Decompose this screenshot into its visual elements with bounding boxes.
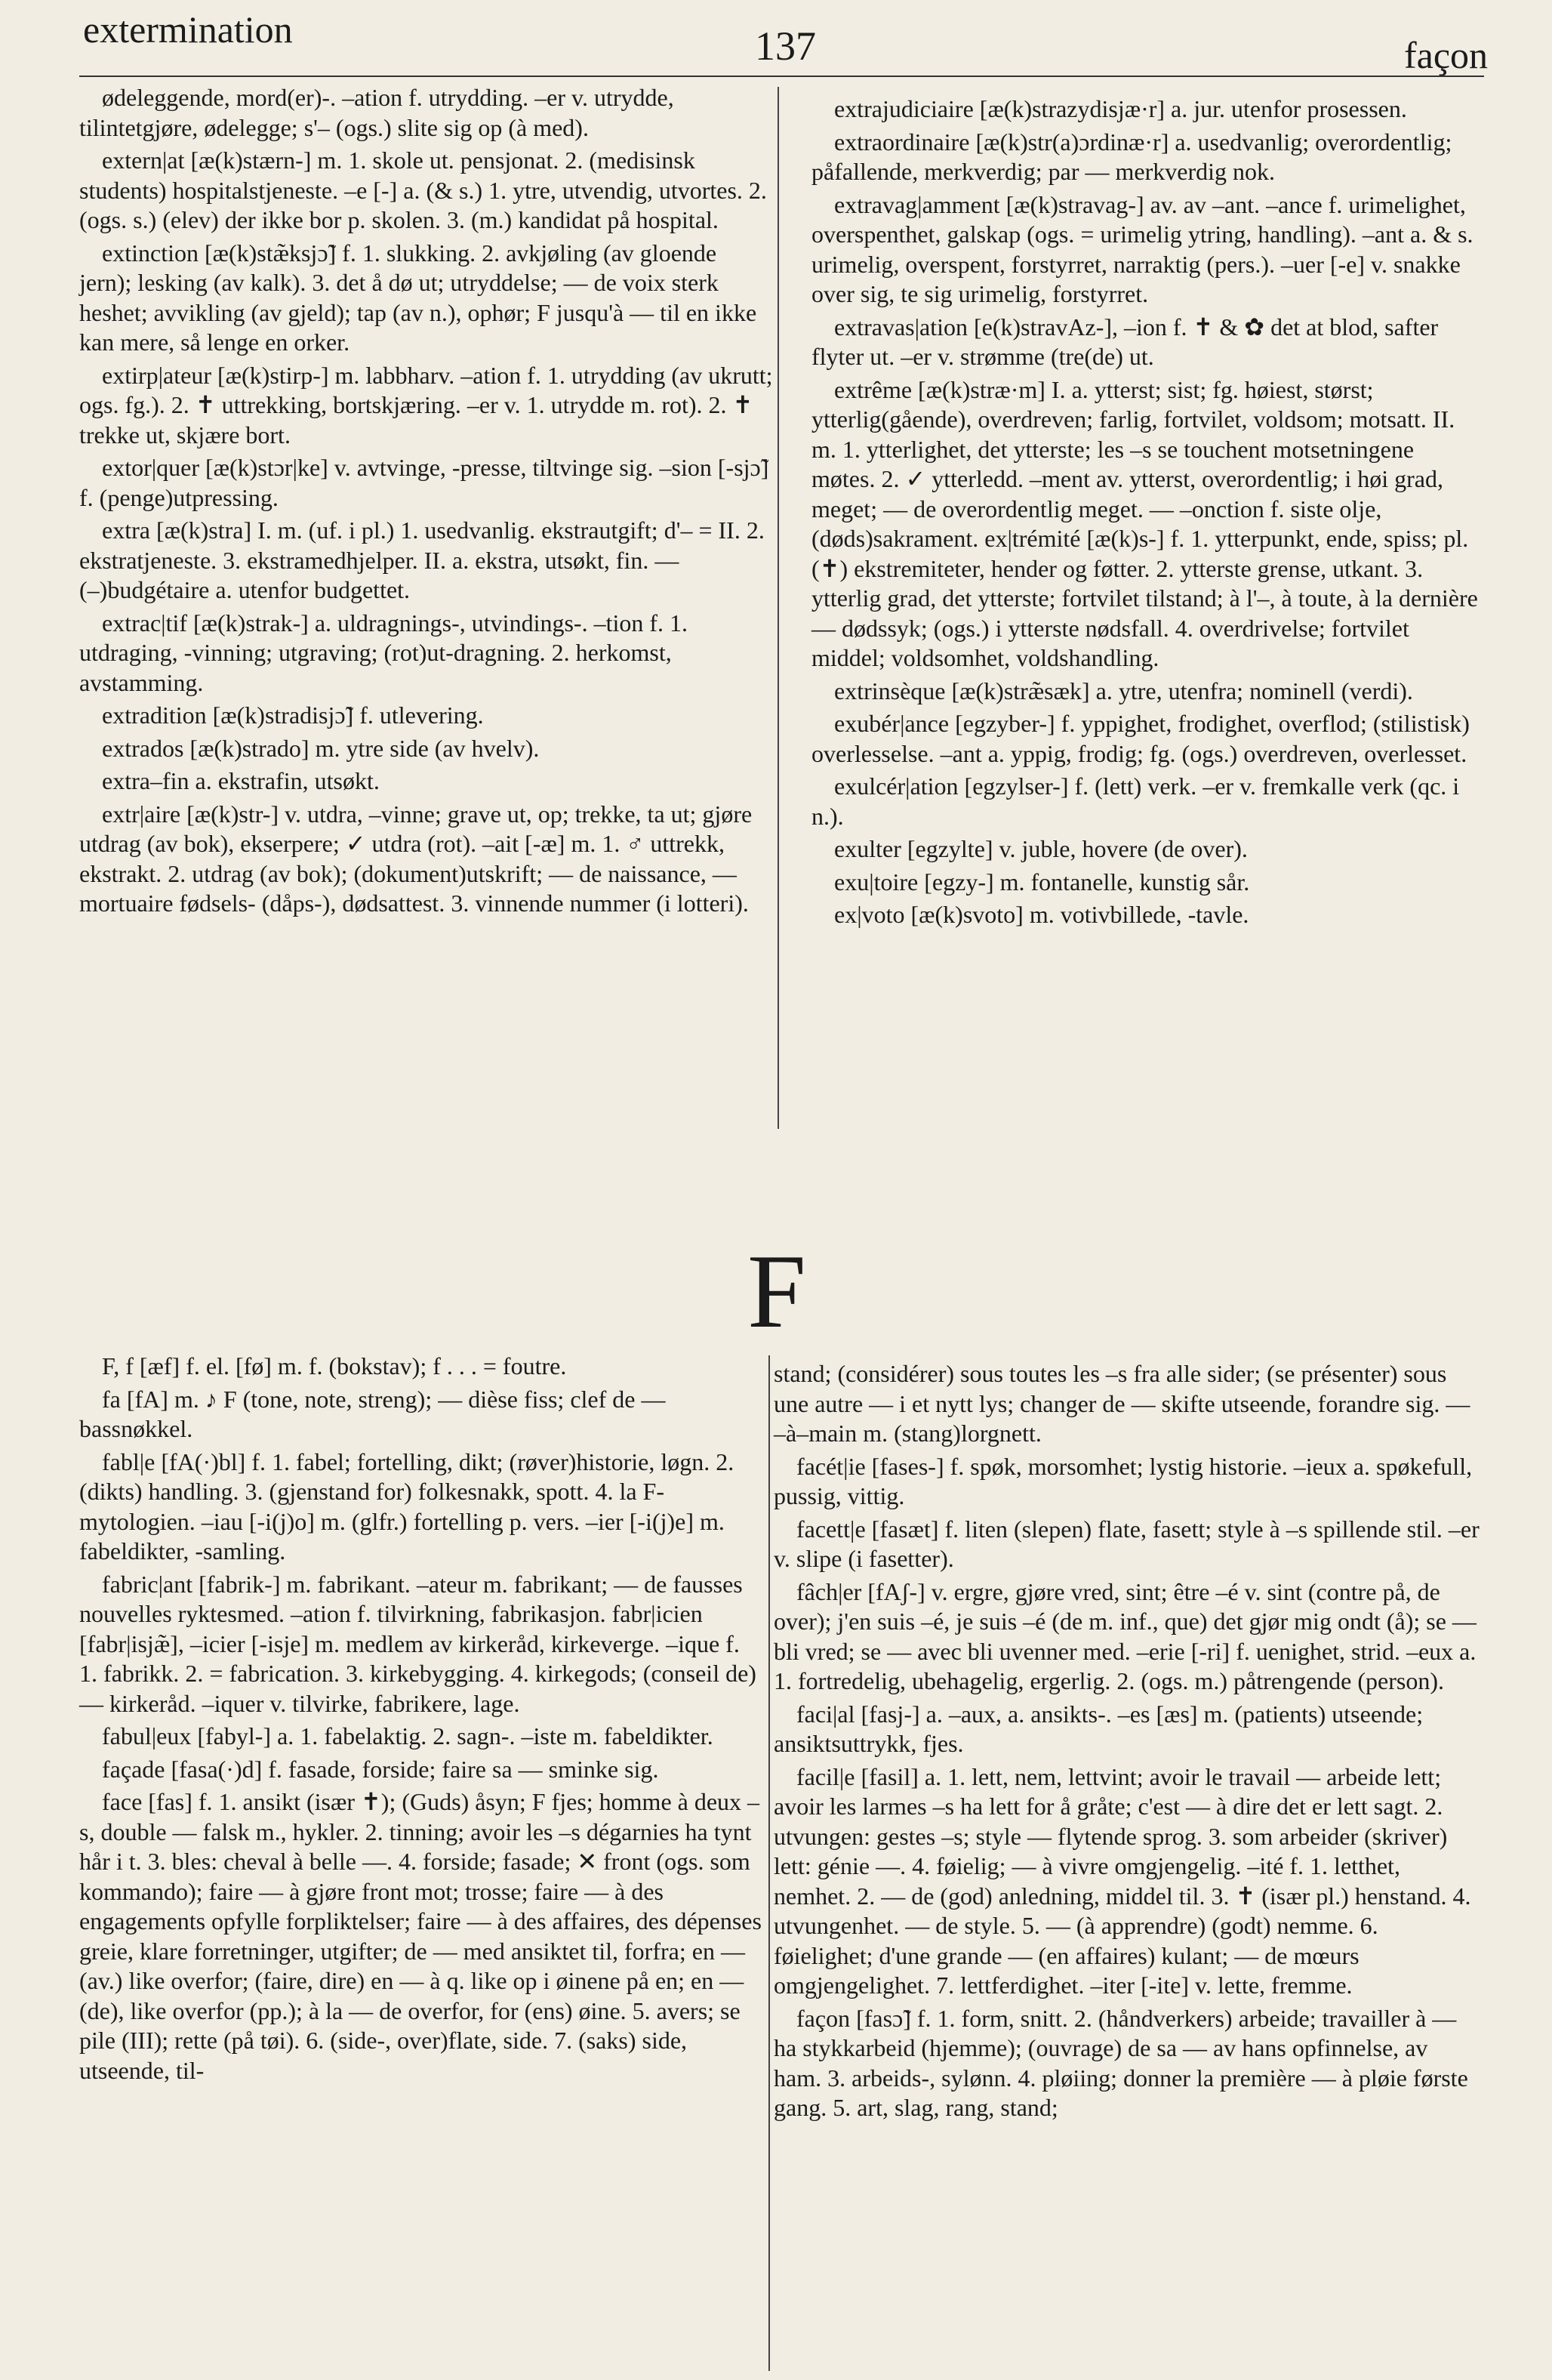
entry: F, f [æf] f. el. [fø] m. f. (bokstav); f . . . = foutre.: [102, 1352, 567, 1380]
entry: façade [fasa(·)d] f. fasade, forside; faire sa — sminke sig.: [102, 1755, 659, 1783]
entry: facét|ie [fases-] f. spøk, morsomhet; lystig historie. –ieux a. spøkefull, pussig, vittig.: [774, 1452, 1473, 1510]
column-right-top: [811, 94, 1480, 933]
entry: extor|quer [æ(k)stɔr|ke] v. avtvinge, -presse, tiltvinge sig. –sion [-sjɔ̃] f. (penge)utpressing.: [79, 454, 769, 511]
entry: extra–fin a. ekstrafin, utsøkt.: [102, 767, 380, 795]
entry: extrac|tif [æ(k)strak-] a. uldragnings-, utvindings-. –tion f. 1. utdraging, -vinning; utgraving; (rot)ut-dragning. 2. herkomst, avstamming.: [79, 609, 688, 696]
column-divider: [778, 87, 779, 1129]
entry: extra [æ(k)stra] I. m. (uf. i pl.) 1. usedvanlig. ekstrautgift; d'– = II. 2. ekstratjeneste. 3. ekstramedhjelper. II. a. ekstra, utsøkt, fin. — (–)budgétaire a. utenfor budgettet.: [79, 516, 765, 604]
entry: faci|al [fasj-] a. –aux, a. ansikts-. –es [æs] m. (patients) utseende; ansiktsuttrykk, fjes.: [774, 1700, 1424, 1758]
entry: exulter [egzylte] v. juble, hovere (de over).: [834, 835, 1248, 863]
header-guide-word-right: façon: [1404, 34, 1489, 76]
entry: extrême [æ(k)stræ·m] I. a. ytterst; sist; fg. høiest, størst; ytterlig(gående), overdreven; farlig, fortvilet, voldsom; motsatt. II. m. 1. ytterlighet, det ytterste; les –s se touchent motsetningene møtes. 2. ✓ ytterledd. –ment av. ytterst, overordentlig; i høi grad, meget; — de overordentlig meget. — –onction f. siste olje, (døds)sakrament. ex|trémité [æ(k)s-] f. 1. ytterpunkt, ende, spiss; pl. (✝) ekstremiteter, hender og føtter. 2. ytterste grense, utkant. 3. ytterlig grad, det ytterste; fortvilet tilstand; à l'–, à toute, à la dernière — dødssyk; (ogs.) i ytterste nødsfall. 4. overdrivelse; fortvilet middel; voldsomhet, voldshandling.: [811, 375, 1478, 672]
entry: extraordinaire [æ(k)str(a)ɔrdinæ·r] a. usedvanlig; overordentlig; påfallende, merkverdig; par — merkverdig nok.: [811, 128, 1452, 186]
entry: extravas|ation [e(k)stravAz-], –ion f. ✝ & ✿ det at blod, safter flyter ut. –er v. strømme (tre(de) ut.: [811, 313, 1439, 371]
column-divider: [768, 1355, 770, 2371]
entry: extinction [æ(k)stæ̃ksjɔ̃] f. 1. slukking. 2. avkjøling (av gloende jern); lesking (av kalk). 3. det å dø ut; utryddelse; — de voix sterk heshet; avvikling (av gjeld); tap (av n.), ophør; F jusqu'à — til en ikke kan mere, så lenge en orker.: [79, 239, 757, 356]
column-left-top: [79, 83, 774, 922]
entry: fabul|eux [fabyl-] a. 1. fabelaktig. 2. sagn-. –iste m. fabeldikter.: [102, 1722, 713, 1750]
entry: extr|aire [æ(k)str-] v. utdra, –vinne; grave ut, op; trekke, ta ut; gjøre utdrag (av bok), ekserpere; ✓ utdra (rot). –ait [-æ] m. 1. ♂ uttrekk, ekstrakt. 2. utdrag (av bok); (dokument)utskrift; — de naissance, — mortuaire fødsels- (dåps-), dødsattest. 3. vinnende nummer (i lotteri).: [79, 800, 753, 917]
entry: fabric|ant [fabrik-] m. fabrikant. –ateur m. fabrikant; — de fausses nouvelles ryktesmed. –ation f. tilvirkning, fabrikasjon. fabr|icien [fabr|isjæ̃], –icier [-isje] m. medlem av kirkeråd, kirkeverge. –ique f. 1. fabrikk. 2. = fabrication. 3. kirkebygging. 4. kirkegods; (conseil de) — kirkeråd. –iquer v. tilvirke, fabrikere, lage.: [79, 1570, 756, 1717]
entry: extradition [æ(k)stradisjɔ̃] f. utlevering.: [102, 701, 484, 729]
entry: ex|voto [æ(k)svoto] m. votivbillede, -tavle.: [834, 901, 1249, 929]
entry: extrinsèque [æ(k)stræ̃sæk] a. ytre, utenfra; nominell (verdi).: [834, 677, 1413, 704]
column-right-bottom: [774, 1359, 1480, 2126]
header-guide-word-left: extermination: [83, 8, 293, 51]
entry: fabl|e [fA(·)bl] f. 1. fabel; fortelling, dikt; (røver)historie, løgn. 2. (dikts) handling. 3. (gjenstand for) folkesnakk, spott. 4. la F-mytologien. –iau [-i(j)o] m. (glfr.) fortelling p. vers. –ier [-i(j)e] m. fabeldikter, -samling.: [79, 1447, 734, 1565]
entry: fâch|er [fAʃ-] v. ergre, gjøre vred, sint; être –é v. sint (contre på, de over); j'en suis –é, je suis –é (de m. inf., que) det gjør mig ondt (å); se — bli vred; se — avec bli uvenner med. –erie [-ri] f. uenighet, strid. –eux a. 1. fortredelig, ubehagelig, ergerlig. 2. (ogs. m.) påtrengende (person).: [774, 1577, 1477, 1695]
entry: extern|at [æ(k)stærn-] m. 1. skole ut. pensjonat. 2. (medisinsk students) hospitalstjeneste. –e [-] a. (& s.) 1. ytre, utvendig, utvortes. 2. (ogs. s.) (elev) der ikke bor p. skolen. 3. (m.) kandidat på hospital.: [79, 146, 767, 234]
section-letter: F: [747, 1233, 806, 1350]
entry: stand; (considérer) sous toutes les –s fra alle sider; (se présenter) sous une autre — i et nytt lys; changer de — skifte utseende, forandre sig. — –à–main m. (stang)lorgnett.: [774, 1360, 1470, 1447]
entry: extrajudiciaire [æ(k)strazydisjæ·r] a. jur. utenfor prosessen.: [834, 95, 1407, 122]
page-header: [0, 0, 1552, 76]
header-rule: [79, 76, 1484, 77]
entry: facil|e [fasil] a. 1. lett, nem, lettvint; avoir le travail — arbeide lett; avoir les larmes –s ha lett for å gråte; c'est — à dire det er lett sagt. 2. utvungen: gestes –s; style — flytende sprog. 3. som arbeider (skriver) lett: génie —. 4. føielig; — à vivre omgjengelig. –ité f. 1. letthet, nemhet. 2. — de (god) anledning, middel til. 3. ✝ (især pl.) henstand. 4. utvungenhet. — de style. 5. — (à apprendre) (godt) nemme. 6. føielighet; d'une grande — (en affaires) kulant; — de mœurs omgjengelighet. 7. lettferdighet. –iter [-ite] v. lette, fremme.: [774, 1762, 1471, 1999]
entry: extirp|ateur [æ(k)stirp-] m. labbharv. –ation f. 1. utrydding (av ukrutt; ogs. fg.). 2. ✝ uttrekking, bortskjæring. –er v. 1. utrydde m. rot). 2. ✝ trekke ut, skjære bort.: [79, 361, 773, 449]
page-number: 137: [755, 23, 816, 69]
entry: facett|e [fasæt] f. liten (slepen) flate, fasett; style à –s spillende stil. –er v. slipe (i fasetter).: [774, 1515, 1480, 1573]
column-left-bottom: [79, 1352, 762, 2089]
entry: fa [fA] m. ♪ F (tone, note, streng); — dièse fiss; clef de — bassnøkkel.: [79, 1385, 666, 1443]
entry: façon [fasɔ̃] f. 1. form, snitt. 2. (håndverkers) arbeide; travailler à — ha stykkarbeid (hjemme); (ouvrage) de sa — av hans opfinnelse, av ham. 3. arbeids-, sylønn. 4. pløiing; donner la première — à pløie første gang. 5. art, slag, rang, stand;: [774, 2004, 1468, 2122]
entry: exu|toire [egzy-] m. fontanelle, kunstig sår.: [834, 868, 1250, 896]
entry: ødeleggende, mord(er)-. –ation f. utrydding. –er v. utrydde, tilintetgjøre, ødelegge; s'– (ogs.) slite sig op (à med).: [79, 84, 674, 141]
entry: extrados [æ(k)strado] m. ytre side (av hvelv).: [102, 734, 540, 762]
entry: exulcér|ation [egzylser-] f. (lett) verk. –er v. fremkalle verk (qc. i n.).: [811, 772, 1460, 830]
entry: extravag|amment [æ(k)stravag-] av. av –ant. –ance f. urimelighet, overspenthet, galskap (ogs. = urimelig ytring, handling). –ant a. & s. urimelig, overspent, forstyrret, narraktig (pers.). –uer [-e] v. snakke over sig, te sig urimelig, forstyrret.: [811, 190, 1473, 308]
entry: exubér|ance [egzyber-] f. yppighet, frodighet, overflod; (stilistisk) overlesselse. –ant a. yppig, frodig; fg. (ogs.) overdreven, overlesset.: [811, 710, 1470, 767]
entry: face [fas] f. 1. ansikt (især ✝); (Guds) åsyn; F fjes; homme à deux –s, double — falsk m., hykler. 2. tinning; avoir les –s dégarnies ha tynt hår i t. 3. bles: cheval à belle —. 4. forside; fasade; ✕ front (ogs. som kommando); faire — à gjøre front mot; trosse; faire — à des engagements opfylle forpliktelser; faire — à des affaires, des dépenses greie, klare forretninger, utgifter; de — med ansiktet til, forfra; en — (av.) like overfor; (faire, dire) en — à q. like op i øinene på en; en — (de), like overfor (pp.); à la — de overfor, for (ens) øine. 5. avers; se pile (III); rette (på tøi). 6. (side-, over)flate, side. 7. (saks) side, utseende, til-: [79, 1788, 762, 2084]
